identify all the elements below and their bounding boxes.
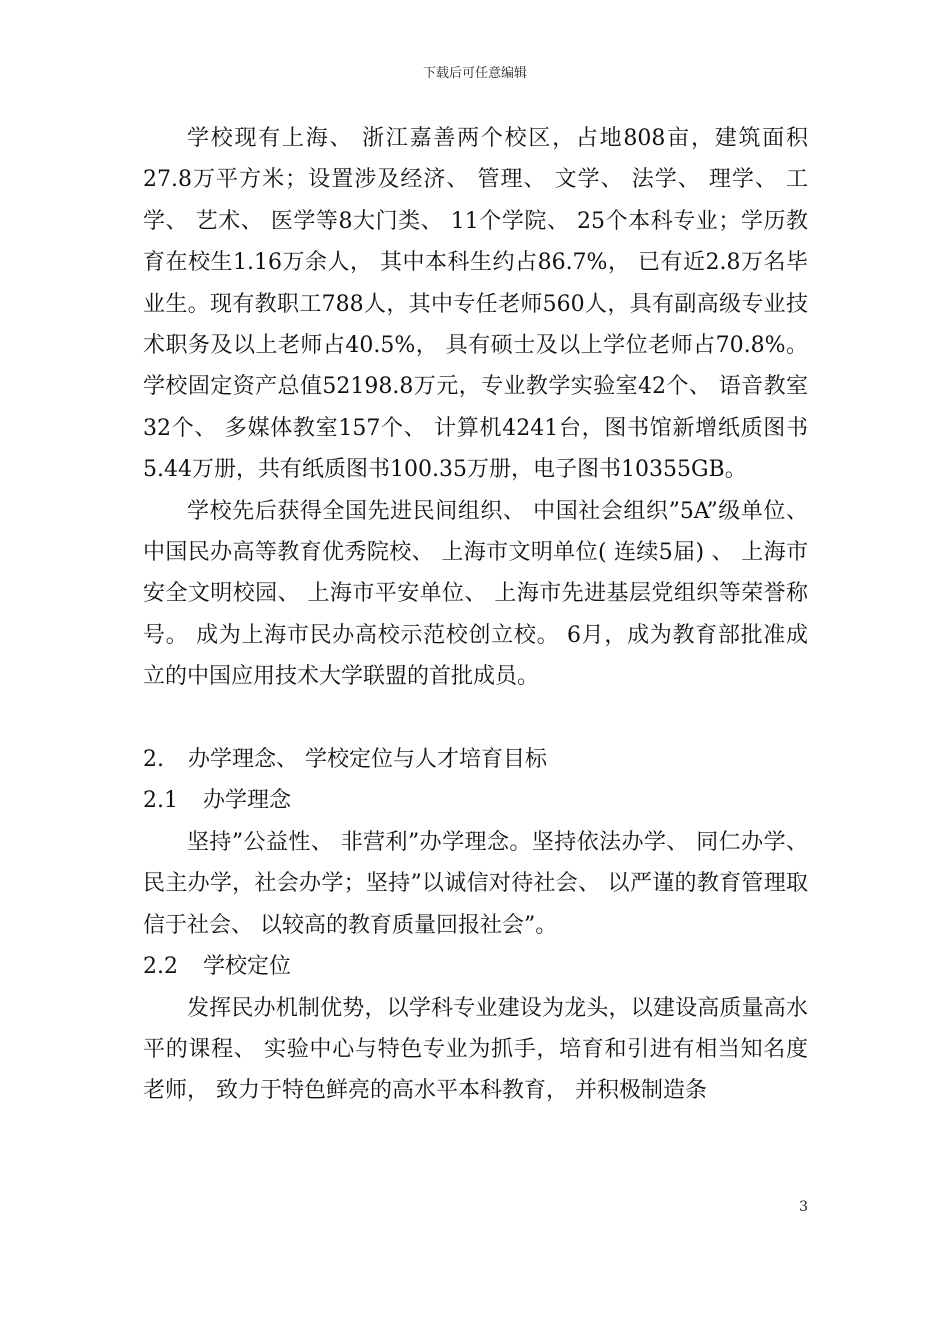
section-number: 2.1: [143, 788, 178, 814]
document-body: [143, 118, 808, 1112]
paragraph-honors: 学校先后获得全国先进民间组织、 中国社会组织”5A”级单位、 中国民办高等教育优秀院校、 上海市文明单位( 连续5届) 、 上海市安全文明校园、 上海市平安单位、 上海市先进基层党组织等荣誉称号。 成为上海市民办高校示范校创立校。 6月，成为教育部批准成立的中国应用技术大学联盟的首批成员。: [143, 498, 808, 690]
paragraph-positioning: 发挥民办机制优势，以学科专业建设为龙头，以建设高质量高水平的课程、 实验中心与特色专业为抓手，培育和引进有相当知名度老师， 致力于特色鲜亮的高水平本科教育， 并积极制造条: [143, 995, 808, 1104]
paragraph-campus-overview: 学校现有上海、 浙江嘉善两个校区，占地808亩，建筑面积27.8万平方米；设置涉及经济、 管理、 文学、 法学、 理学、 工学、 艺术、 医学等8大门类、 11个学院、 25个本科专业；学历教育在校生1.16万余人， 其中本科生约占86.7%， 已有近2.8万名毕业生。现有教职工788人，其中专任老师560人，具有副高级专业技术职务及以上老师占40.5%， 具有硕士及以上学位老师占70.8%。学校固定资产总值52198.8万元，专业教学实验室42个、 语音教室32个、 多媒体教室157个、 计算机4241台，图书馆新增纸质图书5.44万册，共有纸质图书100.35万册，电子图书10355GB。: [143, 126, 809, 483]
section-number: 2.2: [143, 954, 178, 980]
section-number: 2.: [143, 747, 164, 773]
paragraph-philosophy: 坚持”公益性、 非营利”办学理念。坚持依法办学、 同仁办学、 民主办学，社会办学；坚持”以诚信对待社会、 以严谨的教育管理取信于社会、 以较高的教育质量回报社会”。: [143, 829, 808, 938]
section-title: 办学理念: [203, 788, 292, 814]
section-title: 办学理念、 学校定位与人才培育目标: [188, 747, 547, 773]
section-heading-2-2: [143, 946, 808, 987]
section-heading-2-1: [143, 780, 808, 821]
section-title: 学校定位: [203, 954, 292, 980]
page-header: 下载后可任意编辑: [422, 66, 527, 81]
section-heading-2: [143, 739, 808, 780]
blank-line: [143, 698, 808, 739]
page-number: 3: [799, 1199, 808, 1215]
